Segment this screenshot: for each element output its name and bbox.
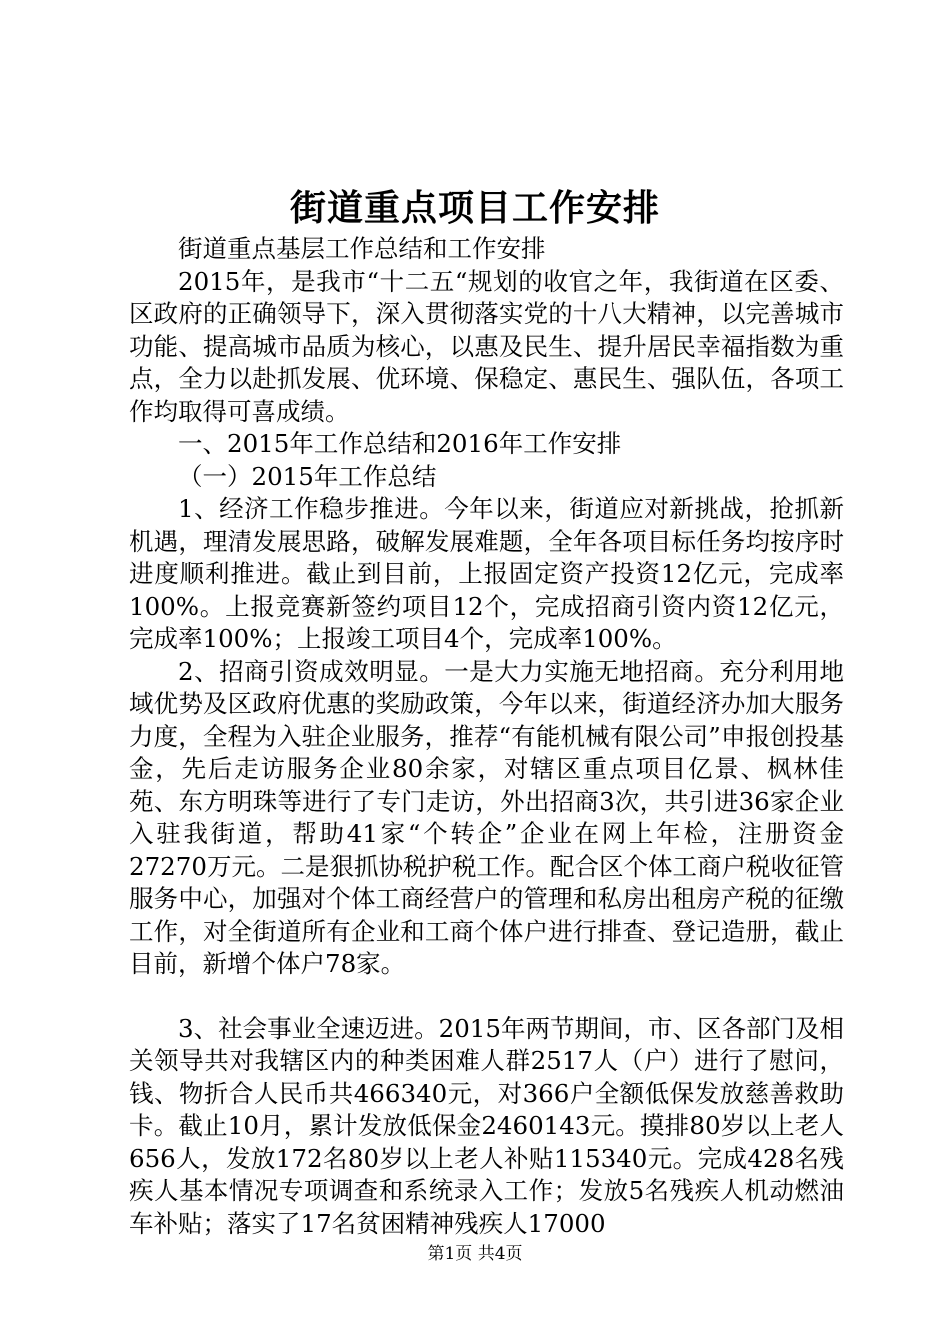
paragraph-social: 3、社会事业全速迈进。2015年两节期间，市、区各部门及相关领导共对我辖区内的种类困难人群2517人（户）进行了慰问，钱、物折合人民币共466340元，对366户全额低保发放慈善救助卡。截止10月，累计发放低保金2460143元。摸排80岁以上老人656人，发放172名80岁以上老人补贴115340元。完成428名残疾人基本情况专项调查和系统录入工作；发放5名残疾人机动燃油车补贴；落实了17名贫困精神残疾人17000 <box>129 1013 844 1238</box>
section-heading: 一、2015年工作总结和2016年工作安排 <box>178 429 622 458</box>
subsection-heading: （一）2015年工作总结 <box>178 461 437 491</box>
paragraph-intro: 2015年，是我市“十二五“规划的收官之年，我街道在区委、区政府的正确领导下，深入贯彻落实党的十八大精神，以完善城市功能、提高城市品质为核心，以惠及民生、提升居民幸福指数为重点，全力以赴抓发展、优环境、保稳定、惠民生、强队伍，各项工作均取得可喜成绩。 <box>129 266 844 426</box>
paragraph-investment: 2、招商引资成效明显。一是大力实施无地招商。充分利用地域优势及区政府优惠的奖励政策，今年以来，街道经济办加大服务力度，全程为入驻企业服务，推荐“有能机械有限公司”申报创投基金，先后走访服务企业80余家，对辖区重点项目亿景、枫林佳苑、东方明珠等进行了专门走访，外出招商3次，共引进36家企业入驻我街道，帮助41家“个转企”企业在网上年检，注册资金27270万元。二是狠抓协税护税工作。配合区个体工商户税收征管服务中心，加强对个体工商经营户的管理和私房出租房产税的征缴工作，对全街道所有企业和工商个体户进行排查、登记造册，截止目前，新增个体户78家。 <box>129 656 844 978</box>
document-body <box>129 233 844 1240</box>
page-footer: 第1页 共4页 <box>427 1244 523 1264</box>
paragraph-subtitle: 街道重点基层工作总结和工作安排 <box>178 234 546 263</box>
paragraph-economy: 1、经济工作稳步推进。今年以来，街道应对新挑战，抢抓新机遇，理清发展思路，破解发展难题，全年各项目标任务均按序时进度顺利推进。截止到目前，上报固定资产投资12亿元，完成率100%。上报竞赛新签约项目12个，完成招商引资内资12亿元，完成率100%；上报竣工项目4个，完成率100%。 <box>129 494 844 653</box>
document-title: 街道重点项目工作安排 <box>289 187 660 229</box>
